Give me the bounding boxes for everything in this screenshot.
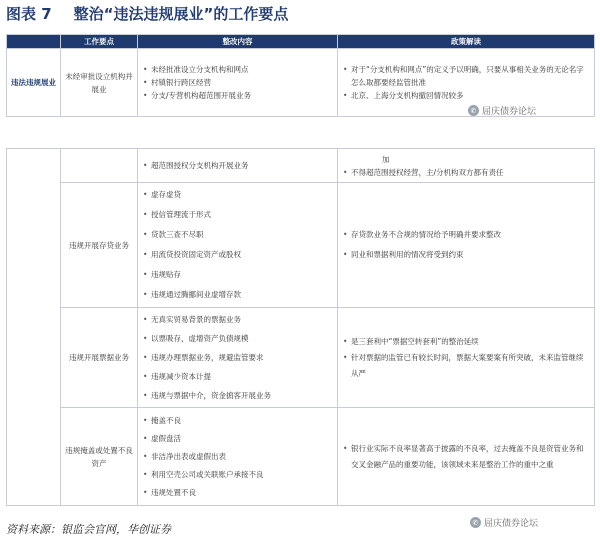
work-point-cell: 违规开展票据业务 xyxy=(61,308,138,408)
header-policy: 政策解读 xyxy=(338,35,595,49)
content-cell xyxy=(138,408,338,506)
work-point-cell: 未经审批设立机构并展业 xyxy=(61,49,138,117)
list-item: • 虚存虚贷 xyxy=(142,185,333,205)
list-item: • 违规减少资本计提 xyxy=(142,367,333,386)
table-row xyxy=(7,408,595,506)
policy-cell xyxy=(338,49,595,117)
source-note: 资料来源：银监会官网，华创证券 xyxy=(6,523,171,536)
list-item: • 非洁净出表或虚假出表 xyxy=(142,448,333,466)
header-row xyxy=(7,35,595,49)
figure-title-text: 整治“违法违规展业”的工作要点 xyxy=(73,5,289,23)
watermark xyxy=(468,104,536,117)
watermark xyxy=(470,516,538,529)
list-item: • 违规贴存 xyxy=(142,265,333,285)
list-item: • 虚假盘活 xyxy=(142,430,333,448)
list-item: • 贷款三查不尽职 xyxy=(142,225,333,245)
list-item: • 授信管理流于形式 xyxy=(142,205,333,225)
list-item: • 未经批准设立分支机构和网点 xyxy=(142,63,333,76)
list-item: • 利用空壳公司或关联账户承接不良 xyxy=(142,466,333,484)
table-row xyxy=(7,149,595,183)
list-item: • 以票吸存，虚增资产负债规模 xyxy=(142,329,333,348)
list-item: • 超范围授权分支机构开展业务 xyxy=(142,159,333,172)
work-point-cell xyxy=(61,149,138,183)
wechat-icon: ✆ xyxy=(468,105,479,116)
policy-cell xyxy=(338,408,595,506)
category-cell: 违法违规展业 xyxy=(7,49,61,117)
policy-cell xyxy=(338,308,595,408)
content-cell xyxy=(138,49,338,117)
list-item: • 村镇银行跨区经营 xyxy=(142,76,333,89)
watermark-text: 屈庆债券论坛 xyxy=(482,107,537,117)
list-item: • 用流贷投资固定资产或股权 xyxy=(142,245,333,265)
work-point-cell: 违规开展存贷业务 xyxy=(61,183,138,308)
figure-label: 图表 7 xyxy=(6,5,52,23)
category-cell xyxy=(7,149,61,506)
watermark-text: 屈庆债券论坛 xyxy=(484,519,539,529)
header-work-point: 工作要点 xyxy=(61,35,138,49)
policy-cell xyxy=(338,183,595,308)
list-item: • 违规处置不良 xyxy=(142,484,333,502)
content-cell xyxy=(138,183,338,308)
list-item: • 银行业实际不良率显著高于披露的不良率，过去掩盖不良是资管业务和交叉金融产品的重要功能，该领域未来是整治工作的重中之重 xyxy=(342,441,590,473)
list-item: • 不得超范围授权经营，主/分机构双方都有责任 xyxy=(342,166,590,179)
wechat-icon: ✆ xyxy=(470,517,481,528)
list-item: • 存贷款业务不合规的情况给予明确并要求整改 xyxy=(342,225,590,245)
content-cell xyxy=(138,308,338,408)
list-item: • 掩盖不良 xyxy=(142,412,333,430)
policy-text: 加 xyxy=(382,154,390,164)
list-item: • 无真实贸易背景的票据业务 xyxy=(142,310,333,329)
list-item: • 北京、上海分支机构撤回情况较多 xyxy=(342,89,590,102)
list-item: • 针对票据的监管已有较长时间，票据大案要案有所突破，未来监管继续从严 xyxy=(342,350,590,382)
table-row xyxy=(7,308,595,408)
header-content: 整改内容 xyxy=(138,35,338,49)
list-item: • 是三套利中“票据空转套利”的整治延续 xyxy=(342,334,590,350)
table-row xyxy=(7,183,595,308)
figure-title xyxy=(6,3,288,24)
list-item: • 违规办理票据业务，规避监管要求 xyxy=(142,348,333,367)
list-item: • 同业和票据利用的情况将受到约束 xyxy=(342,245,590,265)
content-cell xyxy=(138,149,338,183)
list-item: • 违规与票据中介，资金掮客开展业务 xyxy=(142,386,333,405)
header-blank xyxy=(7,35,61,49)
list-item: • 违规通过腾挪间业虚增存款 xyxy=(142,285,333,305)
list-item: • 分支/专营机构超范围开展业务 xyxy=(142,89,333,102)
bottom-table xyxy=(6,148,595,506)
policy-cell xyxy=(338,149,595,183)
work-point-cell: 违规掩盖或处置不良资产 xyxy=(61,408,138,506)
list-item: • 对于“分支机构和网点”的定义予以明确，只要从事相关业务的无论名字怎么取都要经监管批准 xyxy=(342,63,590,89)
